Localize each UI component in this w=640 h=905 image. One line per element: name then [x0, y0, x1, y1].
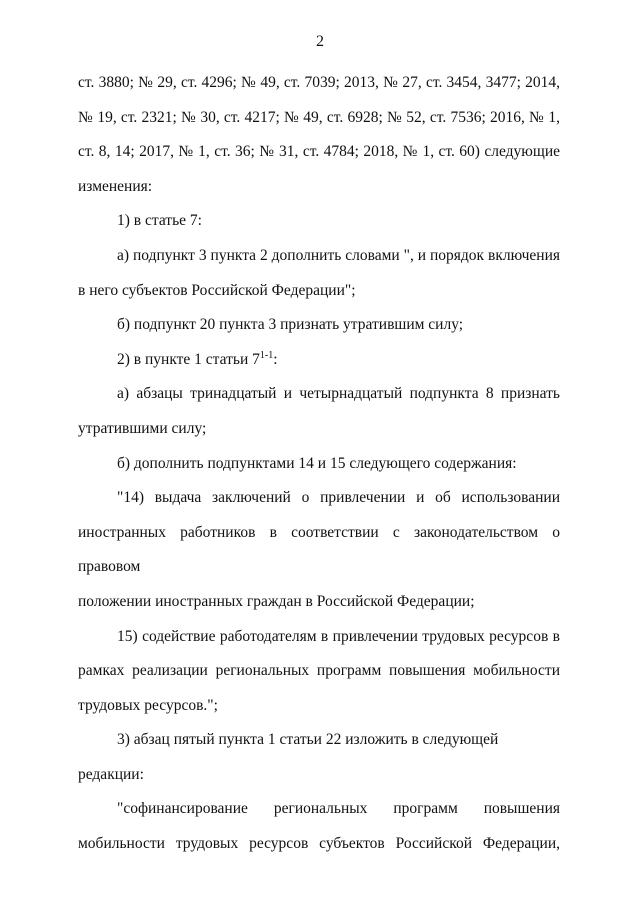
text-line: положении иностранных граждан в Российской Федерации;	[78, 592, 475, 610]
text-line: изменения:	[78, 177, 153, 195]
text-line: утратившими силу;	[78, 419, 207, 437]
document-body	[78, 66, 560, 862]
text-line: мобильности трудовых ресурсов субъектов Российской Федерации,	[78, 835, 560, 853]
text-run: 2) в пункте 1 статьи 7	[117, 350, 260, 368]
text-line: в него субъектов Российской Федерации";	[78, 281, 356, 299]
text-line: а) подпункт 3 пункта 2 дополнить словами ", и порядок включения	[117, 246, 560, 264]
superscript: 1-1	[259, 349, 274, 361]
list-item-article-22: 3) абзац пятый пункта 1 статьи 22 изложить в следующей редакции:	[78, 731, 499, 783]
text-line: ст. 8, 14; 2017, № 1, ст. 36; № 31, ст. 4784; 2018, № 1, ст. 60) следующие	[78, 143, 560, 161]
text-line: а) абзацы тринадцатый и четырнадцатый подпункта 8 признать	[117, 385, 560, 403]
page-number: 2	[316, 33, 324, 50]
text-line: б) подпункт 20 пункта 3 признать утратившим силу;	[117, 316, 464, 334]
text-line: б) дополнить подпунктами 14 и 15 следующего содержания:	[117, 454, 517, 472]
text-line: 15) содействие работодателям в привлечении трудовых ресурсов в	[117, 627, 560, 645]
text-run: :	[273, 350, 278, 368]
text-line: "софинансирование региональных программ повышения	[117, 800, 560, 818]
text-line: № 19, ст. 2321; № 30, ст. 4217; № 49, ст. 6928; № 52, ст. 7536; 2016, № 1,	[78, 108, 560, 126]
text-line: рамках реализации региональных программ повышения мобильности	[78, 662, 560, 680]
list-item-article-7-1-1	[78, 343, 560, 378]
text-line: трудовых ресурсов.";	[78, 696, 218, 714]
text-line: иностранных работников в соответствии с законодательством о правовом	[78, 523, 560, 576]
text-line: ст. 3880; № 29, ст. 4296; № 49, ст. 7039; 2013, № 27, ст. 3454, 3477; 2014,	[78, 74, 560, 91]
text-line: "14) выдача заключений о привлечении и об использовании	[117, 489, 560, 507]
list-item-article-7: 1) в статье 7:	[117, 212, 202, 230]
